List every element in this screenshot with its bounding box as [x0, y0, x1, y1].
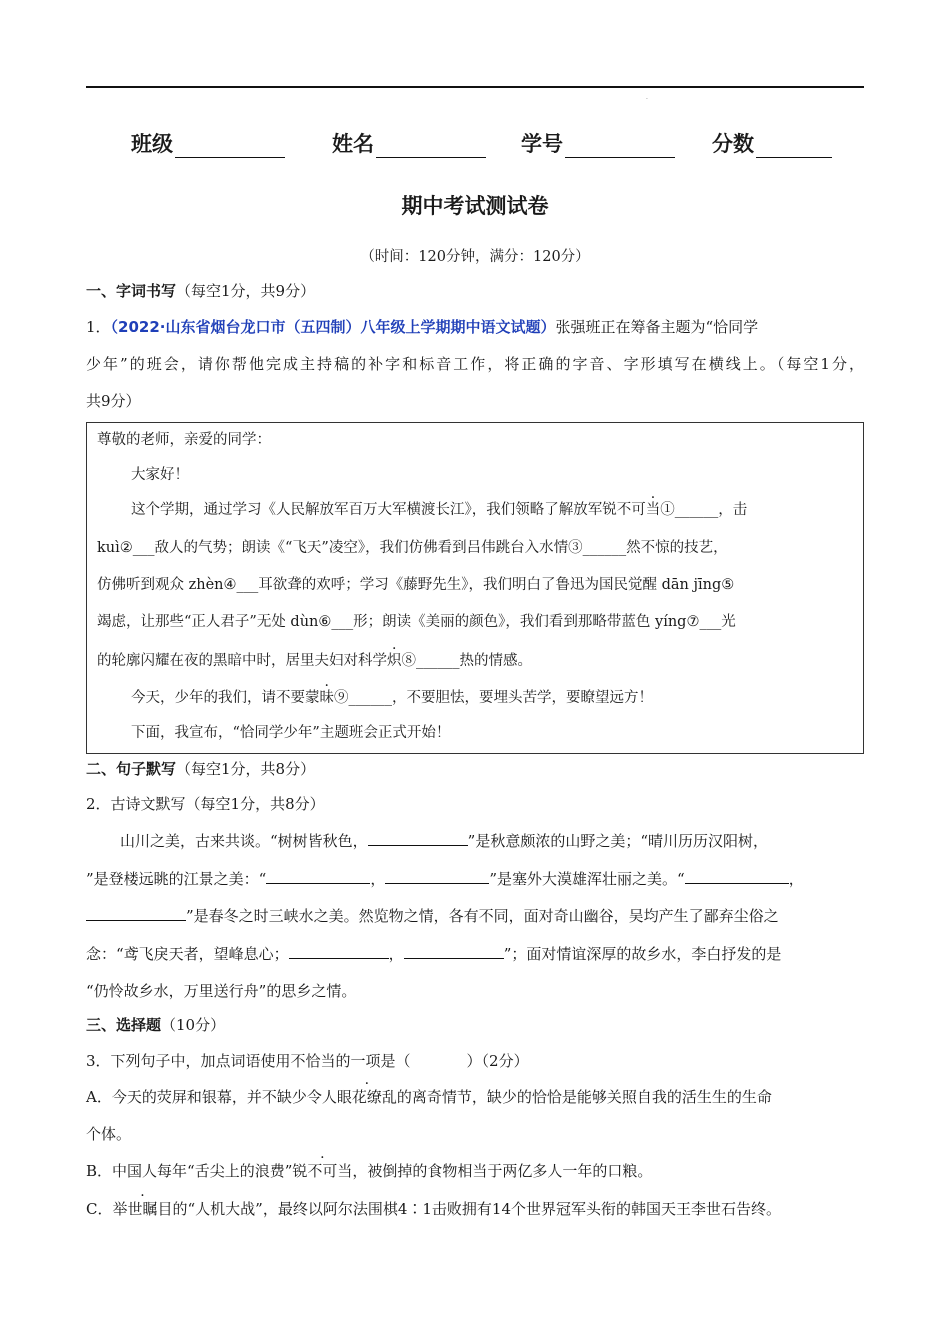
- answer-blank[interactable]: [404, 943, 504, 959]
- box-paragraph-line2: kuì②___敌人的气势；朗读《“飞天”凌空》，我们仿佛看到吕伟跳台入水情③______然不惊的技艺，: [97, 540, 728, 556]
- section2-heading: 二、句子默写（每空1分，共8分）: [86, 760, 316, 778]
- box-paragraph-line1: 这个学期，通过学习《人民解放军百万大军横渡长江》，我们领略了解放军锐不可当①______，击: [131, 502, 748, 518]
- dotted-char: 昧: [319, 690, 334, 706]
- question-source: （2022·山东省烟台龙口市（五四制）八年级上学期期中语文试题）: [110, 318, 556, 336]
- q2-line1: 山川之美，古来共谈。“树树皆秋色， ”是秋意颇浓的山野之美；“晴川历历汉阳树，: [120, 832, 769, 850]
- score-blank[interactable]: [756, 137, 832, 158]
- dotted-phrase: 举世瞩目: [112, 1200, 173, 1218]
- q3-stem: 3．下列句子中，加点词语使用不恰当的一项是（ ）（2分）: [86, 1052, 529, 1070]
- q1-line2: 少年”的班会，请你帮他完成主持稿的补字和标音工作，将正确的字音、字形填写在横线上。（每空1分，: [86, 355, 864, 373]
- dotted-phrase: 锐不可当: [292, 1162, 353, 1180]
- dotted-phrase: 眼花缭乱: [336, 1088, 397, 1106]
- student-id-blank[interactable]: [565, 137, 675, 158]
- box-paragraph-line6: 今天，少年的我们，请不要蒙昧⑨______，不要胆怯，要埋头苦学，要瞭望远方！: [131, 690, 653, 706]
- student-info-row: [0, 124, 950, 160]
- option-b[interactable]: B．中国人每年“舌尖上的浪费”锐不可当，被倒掉的食物相当于两亿多人一年的口粮。: [86, 1162, 653, 1180]
- answer-blank[interactable]: [266, 868, 370, 884]
- dotted-char: 炽: [387, 653, 402, 669]
- page-title: 期中考试测试卷: [401, 194, 549, 218]
- box-greeting: 尊敬的老师，亲爱的同学：: [97, 432, 271, 448]
- class-field: 班级: [131, 128, 285, 158]
- answer-blank[interactable]: [685, 868, 789, 884]
- answer-blank[interactable]: [86, 905, 186, 921]
- section3-heading: 三、选择题（10分）: [86, 1016, 226, 1034]
- option-a-continued: 个体。: [86, 1125, 132, 1143]
- class-blank[interactable]: [175, 137, 285, 158]
- student-id-field: 学号: [521, 128, 675, 158]
- name-field: 姓名: [332, 128, 486, 158]
- q2-line2: ”是登楼远眺的江景之美：“ ， ”是塞外大漠雄浑壮丽之美。“ ，: [86, 870, 804, 888]
- q2-line5: “仍怜故乡水，万里送行舟”的思乡之情。: [86, 982, 357, 1000]
- dotted-char: 当: [645, 502, 661, 518]
- option-c[interactable]: C．举世瞩目的“人机大战”，最终以阿尔法围棋4∶1击败拥有14个世界冠军头衔的韩国天王李世石告终。: [86, 1200, 782, 1218]
- name-blank[interactable]: [376, 137, 486, 158]
- scan-speck: ·: [646, 96, 648, 103]
- q1-line1: 1．（2022·山东省烟台龙口市（五四制）八年级上学期期中语文试题）张强班正在筹备主题为“恰同学: [86, 318, 759, 336]
- box-paragraph-line5: 的轮廓闪耀在夜的黑暗中时，居里夫妇对科学炽⑧______热的情感。: [97, 653, 532, 669]
- q2-title: 2．古诗文默写（每空1分，共8分）: [86, 795, 325, 813]
- answer-blank[interactable]: [368, 830, 468, 846]
- section1-heading: 一、字词书写（每空1分，共9分）: [86, 282, 316, 300]
- box-paragraph-line3: 仿佛听到观众 zhèn④___耳欲聋的欢呼；学习《藤野先生》，我们明白了鲁迅为国民觉醒 dān jīng⑤: [97, 577, 735, 593]
- box-paragraph-line4: 竭虑，让那些“正人君子”无处 dùn⑥___形；朗读《美丽的颜色》，我们看到那略带蓝色 yíng⑦___光: [97, 614, 736, 630]
- exam-info: （时间：120分钟，满分：120分）: [360, 249, 590, 265]
- top-rule: [86, 86, 864, 88]
- q2-line3: ”是春冬之时三峡水之美。然览物之情，各有不同，面对奇山幽谷，吴均产生了鄙弃尘俗之: [86, 905, 864, 926]
- q1-line3: 共9分）: [86, 392, 141, 410]
- box-paragraph-line7: 下面，我宣布，“恰同学少年”主题班会正式开始！: [131, 725, 451, 741]
- answer-blank[interactable]: [385, 868, 489, 884]
- answer-blank[interactable]: [289, 943, 389, 959]
- q2-line4: 念：“鸢飞戾天者，望峰息心； ， ”；面对情谊深厚的故乡水，李白抒发的是: [86, 945, 782, 963]
- score-field: 分数: [712, 128, 832, 158]
- option-a[interactable]: A．今天的荧屏和银幕，并不缺少令人眼花缭乱的离奇情节，缺少的恰恰是能够关照自我的活生生的生命: [86, 1088, 772, 1106]
- box-hello: 大家好！: [131, 467, 189, 483]
